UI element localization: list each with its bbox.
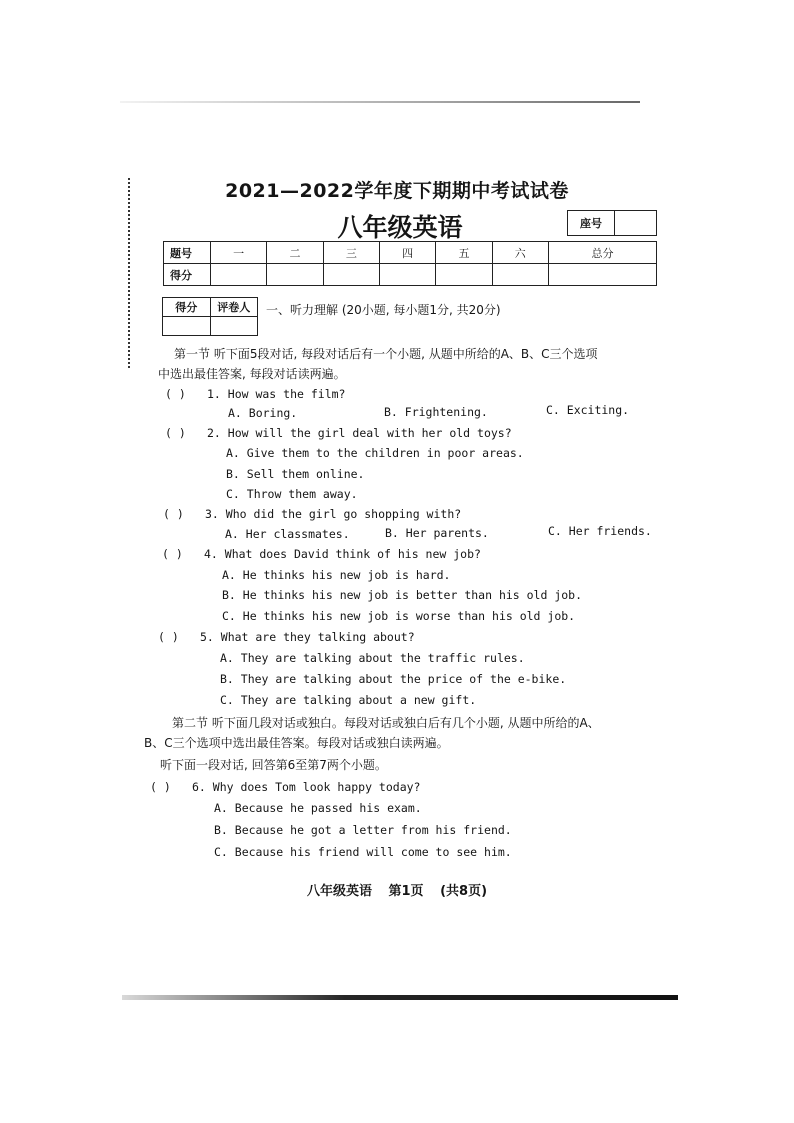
question-number-label: 题号 xyxy=(164,242,211,264)
question-text: 3. Who did the girl go shopping with? xyxy=(205,507,462,521)
question-2 xyxy=(165,426,512,440)
score-cell-1[interactable] xyxy=(211,264,267,286)
footer-total-pages: (共8页) xyxy=(440,884,488,899)
question-1-option-b: B. Frightening. xyxy=(384,405,488,419)
question-6-option-c: C. Because his friend will come to see him. xyxy=(214,845,512,859)
question-5-option-b: B. They are talking about the price of the e-bike. xyxy=(220,672,567,686)
question-4 xyxy=(162,547,481,561)
column-4: 四 xyxy=(379,242,435,264)
question-text: 2. How will the girl deal with her old toys? xyxy=(207,426,512,440)
question-2-option-c: C. Throw them away. xyxy=(226,487,358,501)
answer-blank[interactable]: ( ) xyxy=(165,387,186,401)
section2-instruction-line1: 第二节 听下面几段对话或独白。每段对话或独白后有几个小题, 从题中所给的A、 xyxy=(172,716,600,730)
answer-blank[interactable]: ( ) xyxy=(163,507,184,521)
grader-score-label: 得分 xyxy=(163,298,211,317)
answer-blank[interactable]: ( ) xyxy=(165,426,186,440)
score-cell-total[interactable] xyxy=(548,264,656,286)
seat-number-box xyxy=(567,210,657,236)
exam-title: 2021—2022学年度下期期中考试试卷 xyxy=(225,180,569,202)
question-text: 6. Why does Tom look happy today? xyxy=(192,780,421,794)
grader-table xyxy=(162,297,258,336)
score-table-header-row xyxy=(164,242,657,264)
score-label: 得分 xyxy=(164,264,211,286)
question-text: 1. How was the film? xyxy=(207,387,346,401)
score-table-score-row xyxy=(164,264,657,286)
grader-name-label: 评卷人 xyxy=(210,298,258,317)
question-5-option-c: C. They are talking about a new gift. xyxy=(220,693,477,707)
question-4-option-c: C. He thinks his new job is worse than his old job. xyxy=(222,609,576,623)
column-6: 六 xyxy=(492,242,548,264)
score-cell-6[interactable] xyxy=(492,264,548,286)
question-6-option-a: A. Because he passed his exam. xyxy=(214,801,422,815)
seat-number-field[interactable] xyxy=(615,211,656,235)
section2-instruction-line2: B、C三个选项中选出最佳答案。每段对话或独白读两遍。 xyxy=(144,736,449,750)
question-3-option-a: A. Her classmates. xyxy=(225,527,350,541)
question-5 xyxy=(158,630,415,644)
answer-blank[interactable]: ( ) xyxy=(158,630,179,644)
question-4-option-a: A. He thinks his new job is hard. xyxy=(222,568,451,582)
grader-score-cell[interactable] xyxy=(163,317,211,336)
question-1-option-a: A. Boring. xyxy=(228,406,298,420)
question-text: 4. What does David think of his new job? xyxy=(204,547,481,561)
question-6 xyxy=(150,780,420,794)
column-3: 三 xyxy=(323,242,379,264)
question-1 xyxy=(165,387,345,401)
score-cell-5[interactable] xyxy=(436,264,492,286)
question-1-option-c: C. Exciting. xyxy=(546,403,630,417)
exam-subject: 八年级英语 xyxy=(337,213,463,242)
seat-number-label: 座号 xyxy=(568,211,615,235)
question-3 xyxy=(163,507,461,521)
section1-instruction-line1: 第一节 听下面5段对话, 每段对话后有一个小题, 从题中所给的A、B、C三个选项 xyxy=(174,347,598,361)
answer-blank[interactable]: ( ) xyxy=(150,780,171,794)
score-cell-2[interactable] xyxy=(267,264,323,286)
question-3-option-b: B. Her parents. xyxy=(385,526,489,540)
scan-edge-bottom xyxy=(122,995,678,1000)
column-2: 二 xyxy=(267,242,323,264)
question-4-option-b: B. He thinks his new job is better than his old job. xyxy=(222,588,583,602)
grader-name-cell[interactable] xyxy=(210,317,258,336)
footer-page-number: 第1页 xyxy=(388,884,424,899)
scan-edge-top xyxy=(120,101,640,103)
question-2-option-b: B. Sell them online. xyxy=(226,467,365,481)
part1-heading: 一、听力理解 (20小题, 每小题1分, 共20分) xyxy=(266,303,501,317)
section1-instruction-line2: 中选出最佳答案, 每段对话读两遍。 xyxy=(158,367,346,381)
question-6-option-b: B. Because he got a letter from his friend. xyxy=(214,823,512,837)
column-1: 一 xyxy=(211,242,267,264)
score-table xyxy=(163,241,657,286)
question-3-option-c: C. Her friends. xyxy=(548,524,652,538)
score-cell-4[interactable] xyxy=(379,264,435,286)
question-5-option-a: A. They are talking about the traffic rules. xyxy=(220,651,525,665)
footer-subject: 八年级英语 xyxy=(306,884,372,899)
column-total: 总分 xyxy=(548,242,656,264)
section2-instruction-line3: 听下面一段对话, 回答第6至第7两个小题。 xyxy=(160,758,387,772)
question-2-option-a: A. Give them to the children in poor areas. xyxy=(226,446,524,460)
page-footer xyxy=(0,880,794,899)
column-5: 五 xyxy=(436,242,492,264)
question-text: 5. What are they talking about? xyxy=(200,630,415,644)
binding-dotted-line xyxy=(128,178,130,368)
score-cell-3[interactable] xyxy=(323,264,379,286)
answer-blank[interactable]: ( ) xyxy=(162,547,183,561)
